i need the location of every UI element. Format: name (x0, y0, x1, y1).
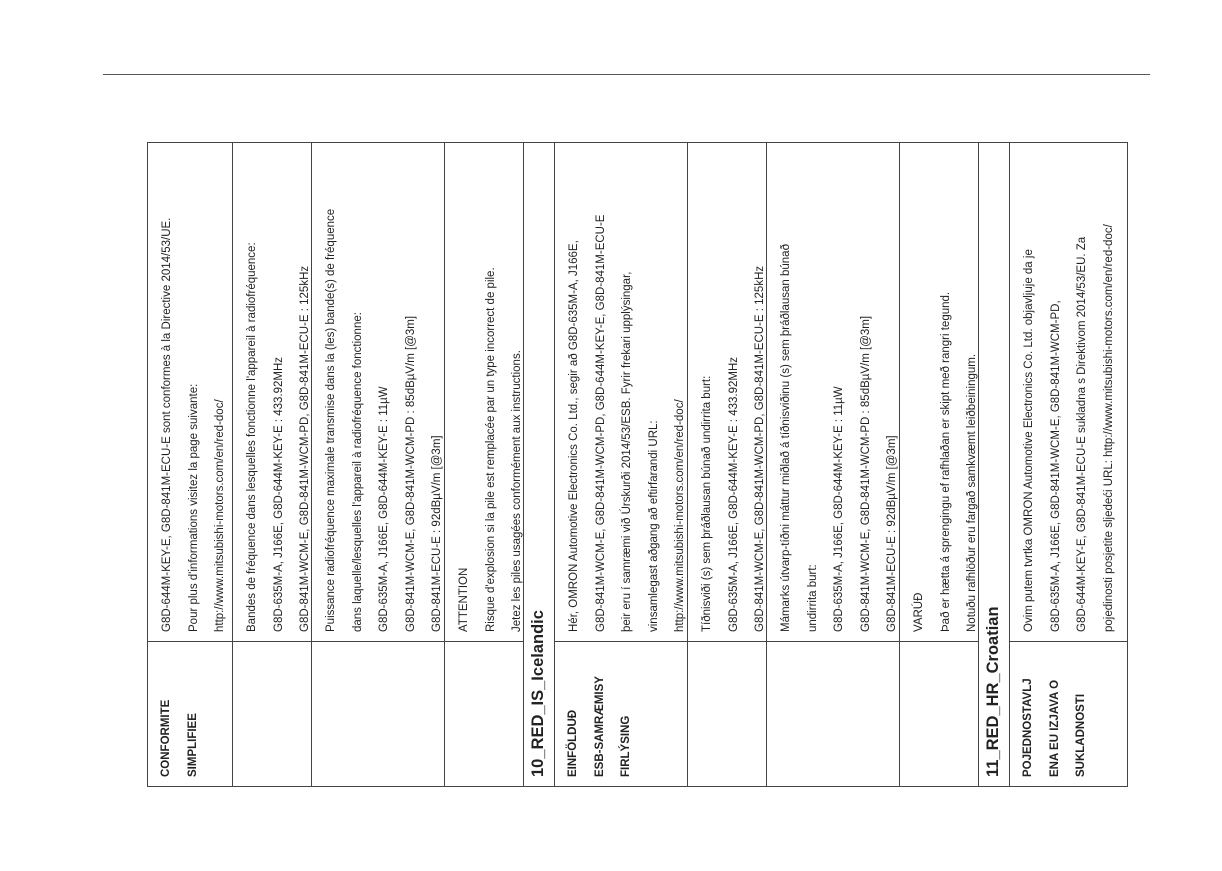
text-line: Tíðnisviði (s) sem þráðlausan búnað undirrita burt: (701, 375, 713, 632)
rotated-doc-table (147, 142, 1115, 787)
label-line: ESB-SAMRÆMISY (593, 676, 606, 777)
text-line: http://www.mitsubishi-motors.com/en/red-doc/ (214, 399, 226, 632)
text-line: G8D-635M-A, J166E, G8D-644M-KEY-E : 433.92MHz (272, 356, 285, 632)
label-line: POJEDNOSTAVLJ (1022, 678, 1034, 777)
text-line: pojedinosti posjetite sljedeći URL: http://www.mitsubishi-motors.com/en/red-doc/ (1102, 224, 1115, 632)
text-line: G8D-841M-ECU-E : 92dBµV/m [@3m] (886, 435, 898, 632)
label-line: FIRLÝSING (620, 715, 632, 777)
text-line: G8D-841M-WCM-E, G8D-841M-WCM-PD : 85dBµV/m [@3m] (404, 315, 417, 632)
text-line: ATTENTION (458, 567, 470, 632)
text-line: Risque d'explosion si la pile est remplacée par un type incorrect de pile. (484, 267, 497, 632)
text-line: G8D-644M-KEY-E, G8D-841M-ECU-E sukladna s Direktivom 2014/53/EU. Za (1076, 236, 1088, 632)
text-line: Notuðu rafhlöður eru fargað samkvæmt leiðbeiningum. (966, 353, 978, 632)
section-label (147, 641, 523, 787)
top-rule (103, 74, 1150, 75)
text-line: Það er hætta á sprengingu ef rafhlaðan er skipt með rangri tegund. (939, 291, 952, 632)
text-line: Mámarks útvarp-tíðni máttur miðlað á tíðnisviðinu (s) sem þráðlausan búnað (780, 244, 792, 632)
row-content (1010, 142, 1127, 641)
text-line: G8D-841M-WCM-E, G8D-841M-WCM-PD, G8D-841M-ECU-E : 125kHz (754, 265, 766, 632)
label-line: CONFORMITE (160, 699, 172, 777)
text-line: Jetez les piles usagées conformément aux instructions. (511, 350, 523, 632)
row-content (767, 142, 899, 641)
text-line: Hér, OMRON Automotive Electronics Co. Ltd., segir að G8D-635M-A, J166E, (568, 240, 580, 632)
row-content (688, 142, 766, 641)
section-header-croatian: 11_RED_HR_Croatian (978, 142, 1009, 787)
text-line: G8D-644M-KEY-E, G8D-841M-ECU-E sont conformes à la Directive 2014/53/UE. (161, 217, 173, 632)
row-content (148, 142, 232, 641)
section-label (1009, 641, 1127, 787)
label-line: EINFÖLDUÐ (567, 709, 579, 777)
label-line: SIMPLIFIEE (186, 713, 199, 777)
text-line: G8D-841M-WCM-E, G8D-841M-WCM-PD, G8D-644M-KEY-E, G8D-841M-ECU-E (594, 214, 607, 632)
fr-section (147, 142, 523, 787)
row-content (233, 142, 311, 641)
text-line: VARÚÐ (913, 592, 925, 632)
text-line: G8D-635M-A, J166E, G8D-841M-WCM-E, G8D-841M-WCM-PD, (1049, 300, 1062, 632)
row-content (900, 142, 978, 641)
section-header-icelandic: 10_RED_IS_Icelandic (523, 142, 554, 787)
text-line: undirrita burt: (806, 564, 819, 632)
text-line: G8D-635M-A, J166E, G8D-644M-KEY-E : 11µW (378, 386, 390, 632)
text-line: Pour plus d'informations visitez la page suivante: (187, 383, 200, 632)
label-line: SUKLADNOSTI (1075, 693, 1087, 777)
hr-section (1009, 142, 1127, 787)
text-line: G8D-841M-WCM-E, G8D-841M-WCM-PD : 85dBµV/m [@3m] (859, 315, 872, 632)
label-line: ENA EU IZJAVA O (1048, 679, 1061, 777)
section-label (554, 641, 978, 787)
row-content (312, 142, 444, 641)
is-section (554, 142, 978, 787)
text-line: þeir eru í samræmi við Úrskurði 2014/53/ESB. Fyrir frekari upplýsingar, (621, 271, 633, 632)
table-bottom-border (1127, 142, 1128, 787)
text-line: G8D-635M-A, J166E, G8D-644M-KEY-E : 433.92MHz (727, 356, 740, 632)
text-line: G8D-635M-A, J166E, G8D-644M-KEY-E : 11µW (833, 386, 845, 632)
text-line: dans laquelle/lesquelles l'appareil à radiofréquence fonctionne: (351, 312, 364, 632)
text-line: G8D-841M-ECU-E : 92dBµV/m [@3m] (431, 435, 443, 632)
row-content (445, 142, 523, 641)
text-line: Ovim putem tvrtka OMRON Automotive Electronics Co. Ltd. objavljuje da je (1023, 249, 1035, 632)
text-line: G8D-841M-WCM-E, G8D-841M-WCM-PD, G8D-841M-ECU-E : 125kHz (299, 265, 311, 632)
text-line: Puissance radiofréquence maximale transmise dans la (les) bande(s) de fréquence (325, 208, 337, 632)
text-line: Bandes de fréquence dans lesquelles fonctionne l'appareil à radiofréquence: (246, 242, 258, 632)
text-line: vinsamlegast aðgang að eftirfarandi URL: (647, 420, 660, 632)
row-content (555, 142, 687, 641)
text-line: http://www.mitsubishi-motors.com/en/red-doc/ (674, 399, 686, 632)
